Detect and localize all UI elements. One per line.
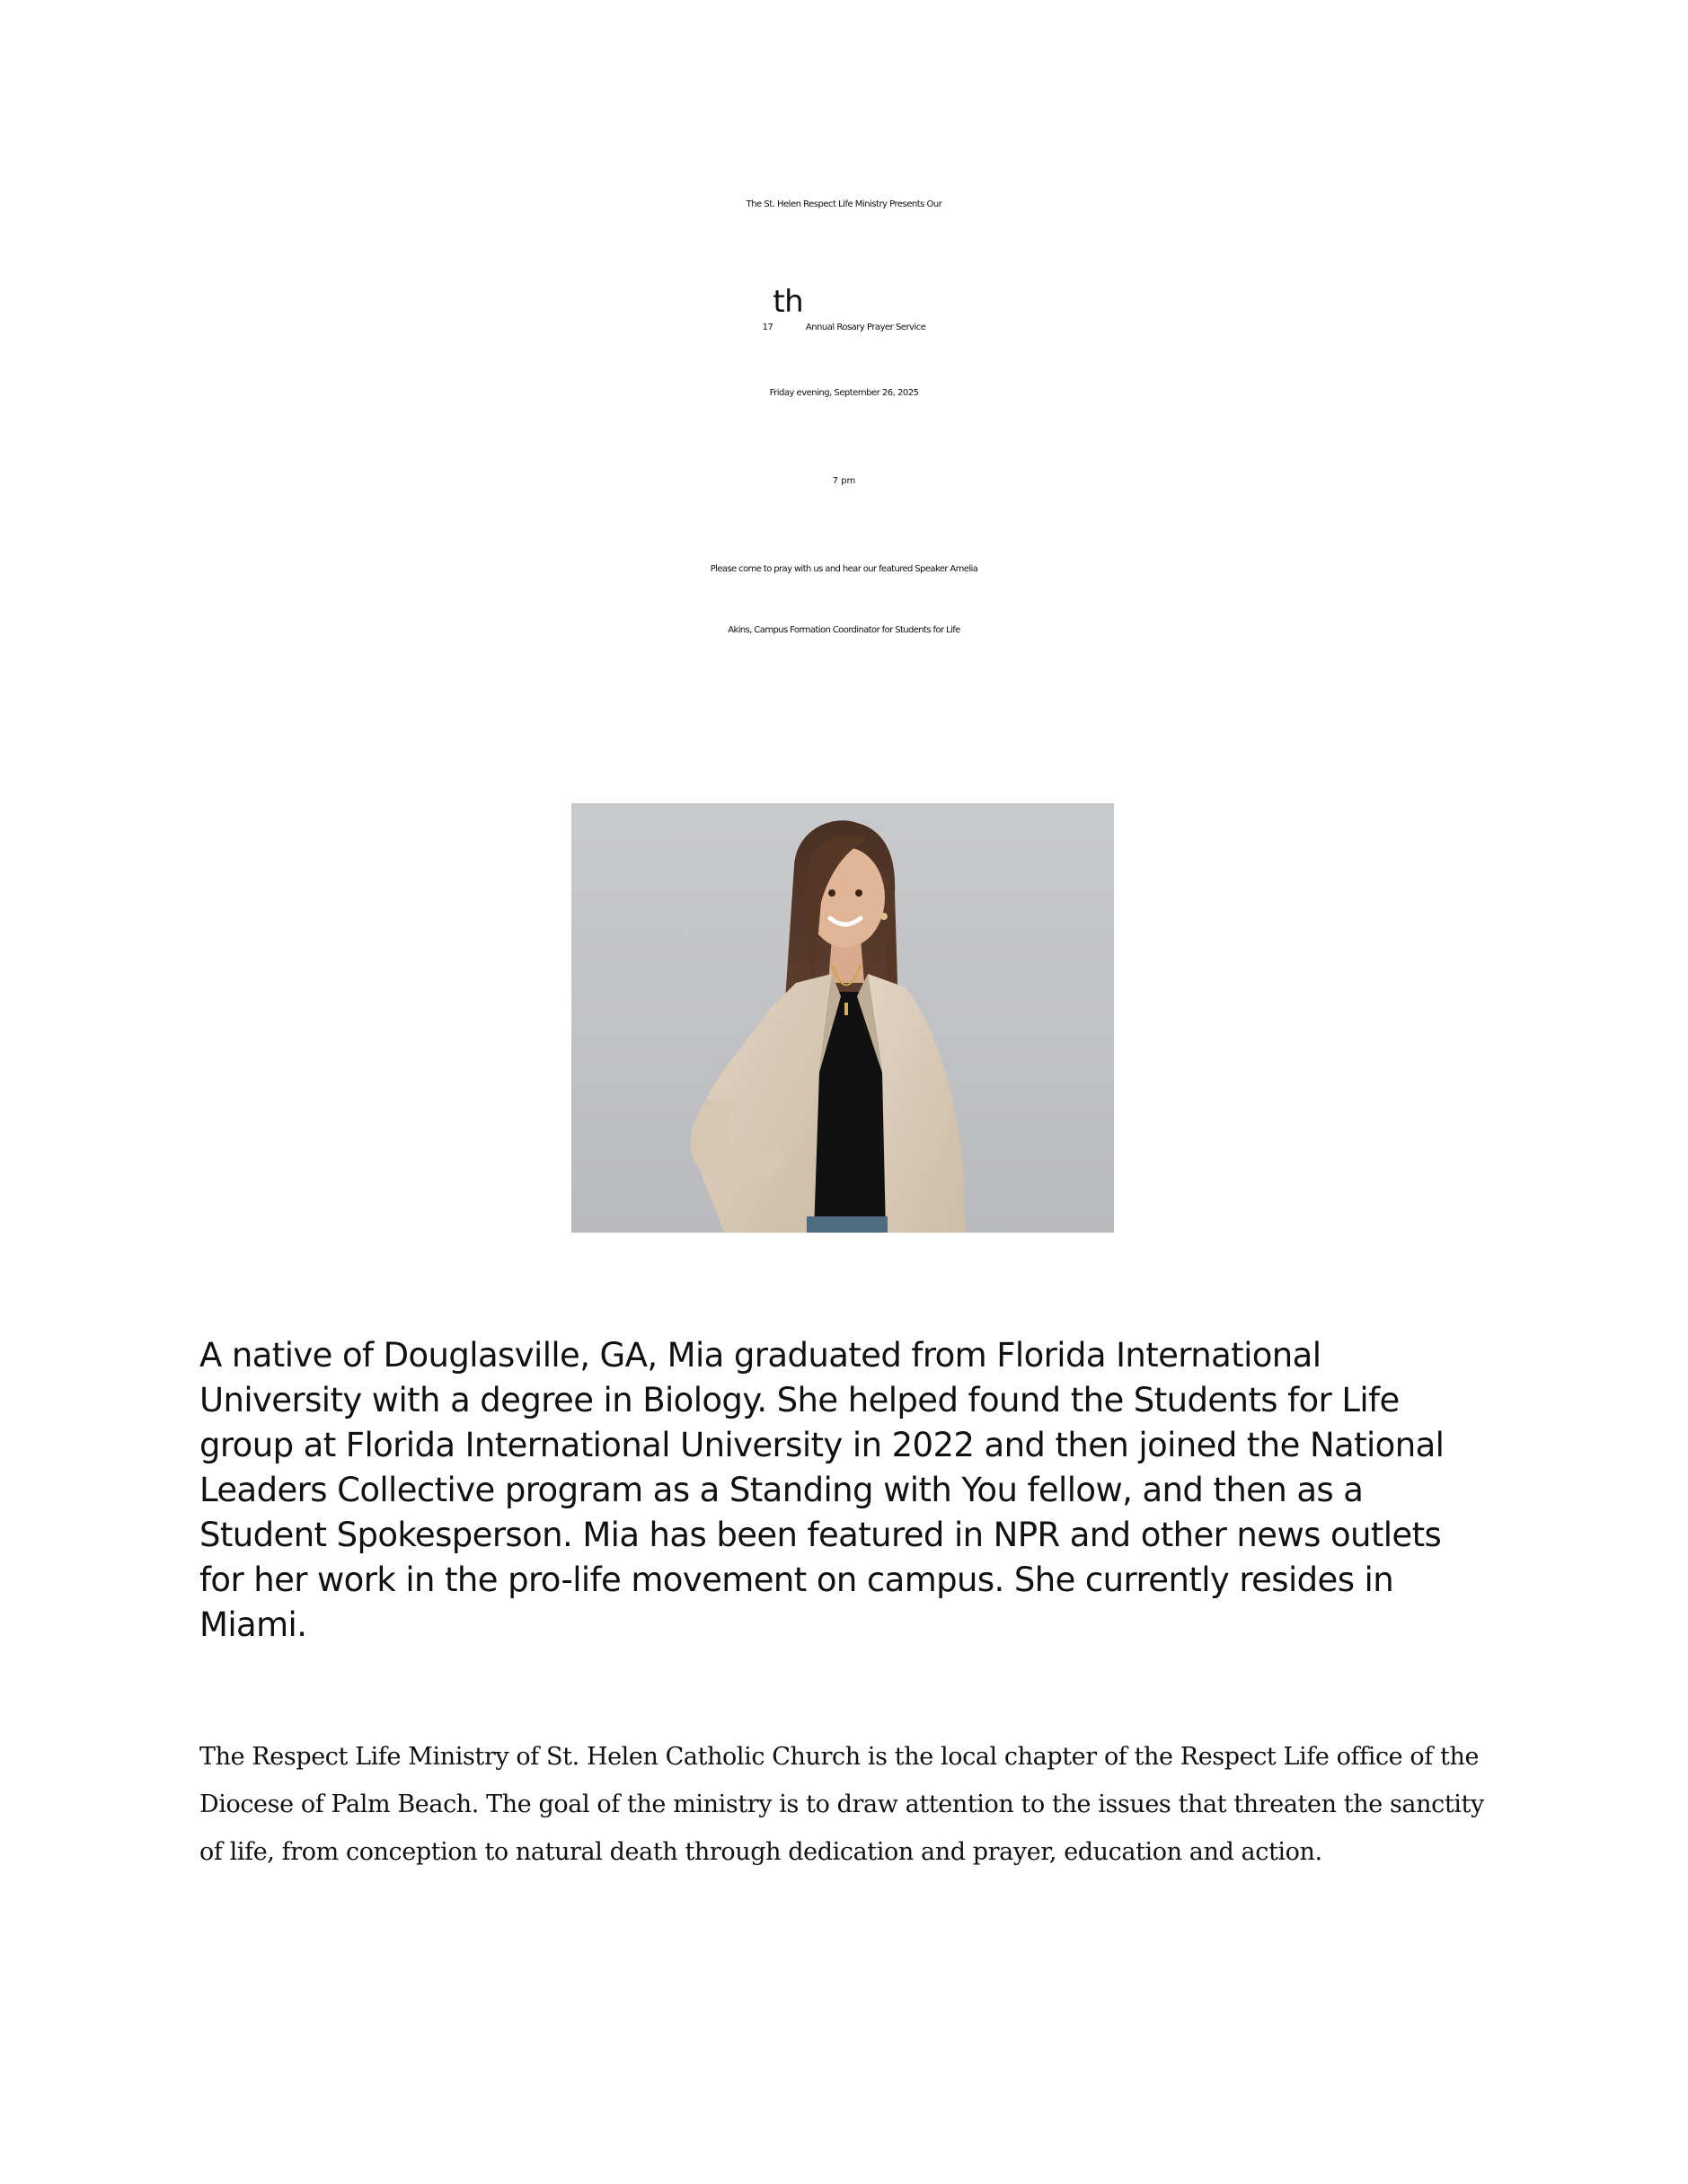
event-date: Friday evening, September 26, 2025 [769,388,919,398]
title-rest: Annual Rosary Prayer Service [803,323,926,332]
bio-line: for her work in the pro-life movement on campus. She currently resides in [199,1561,1394,1599]
bio-line: University with a degree in Biology. She helped found the Students for Life [199,1381,1400,1419]
invitation-line-1: Please come to pray with us and hear our featured Speaker Amelia [710,564,978,574]
event-time: 7 pm [832,476,856,486]
footer-line: Diocese of Palm Beach. The goal of the ministry is to draw attention to the issues that threaten the sanctity [199,1791,1484,1818]
title-number: 17 [762,323,773,332]
presents-line: The St. Helen Respect Life Ministry Presents Our [746,199,942,209]
bio-line: Leaders Collective program as a Standing with You fellow, and then as a [199,1471,1364,1509]
speaker-photo [571,803,1114,1233]
footer-line: of life, from conception to natural death through dedication and prayer, education and action. [199,1838,1322,1866]
service-title [0,284,1688,332]
bio-line: group at Florida International University in 2022 and then joined the National [199,1426,1445,1464]
title-ordinal-suffix: th [773,284,804,320]
invitation-line-2: Akins, Campus Formation Coordinator for Students for Life [728,625,960,635]
bio-line: A native of Douglasville, GA, Mia graduated from Florida International [199,1336,1321,1375]
bio-line: Student Spokesperson. Mia has been featured in NPR and other news outlets [199,1516,1442,1554]
footer-line: The Respect Life Ministry of St. Helen Catholic Church is the local chapter of the Respect Life office of the [199,1743,1480,1771]
bio-line: Miami. [199,1605,307,1644]
